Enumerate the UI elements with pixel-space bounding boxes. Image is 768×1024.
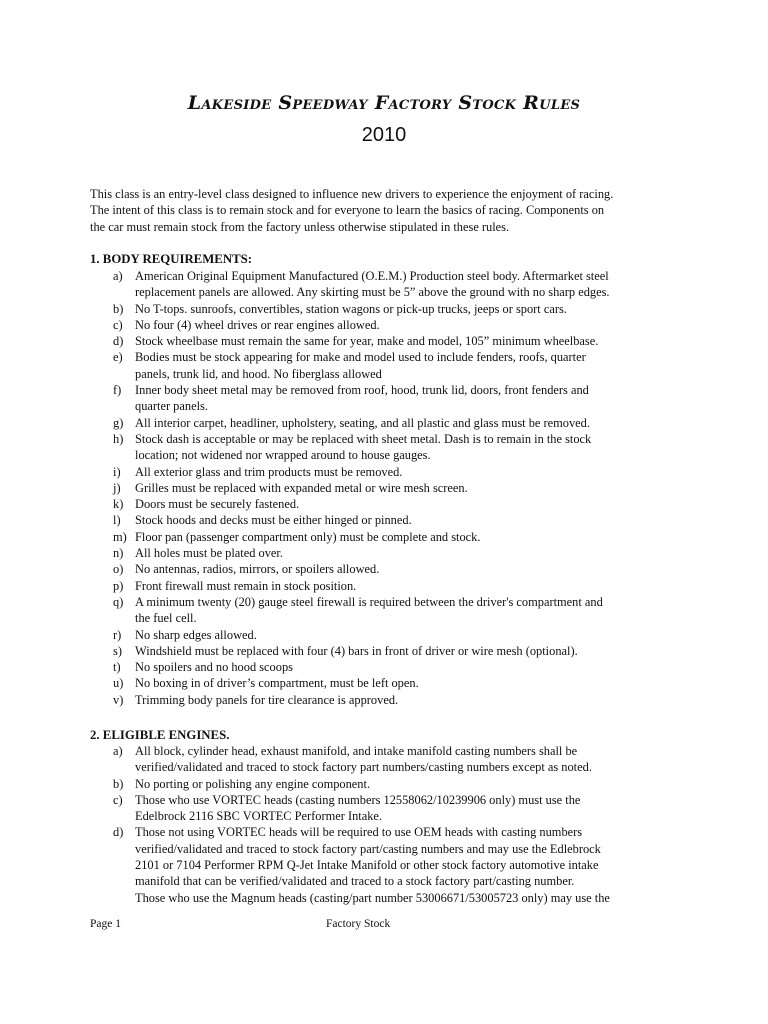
rule-marker: b): [113, 776, 124, 791]
rule-item: [90, 743, 690, 776]
rule-marker: d): [113, 334, 124, 349]
rule-marker: l): [113, 513, 121, 528]
rule-item: [90, 545, 690, 561]
rule-text: Front firewall must remain in stock position.: [135, 578, 357, 593]
rule-item: [90, 333, 690, 349]
rule-item: [90, 301, 690, 317]
rule-marker: g): [113, 415, 124, 430]
rule-marker: e): [113, 350, 123, 365]
rule-item: [90, 512, 690, 528]
rule-marker: c): [113, 317, 123, 332]
rule-text: Doors must be securely fastened.: [135, 497, 300, 512]
rule-item: [90, 529, 690, 545]
rule-item: [90, 415, 690, 431]
rule-item: [90, 431, 690, 464]
rule-text: No T-tops. sunroofs, convertibles, station wagons or pick-up trucks, jeeps or sport cars.: [135, 301, 567, 316]
rule-item: [90, 464, 690, 480]
rule-item: [90, 675, 690, 691]
rule-item: [90, 578, 690, 594]
rule-marker: k): [113, 497, 124, 512]
rule-marker: b): [113, 301, 124, 316]
rule-marker: a): [113, 744, 123, 758]
rule-item: [90, 594, 690, 627]
rule-text: No sharp edges allowed.: [135, 627, 257, 642]
rule-item: [90, 480, 690, 496]
rule-text: A minimum twenty (20) gauge steel firewall is required between the driver's compartment and the fuel cell.: [135, 594, 603, 626]
rule-item: [90, 776, 690, 792]
rule-text: All holes must be plated over.: [135, 546, 283, 561]
rule-item: [90, 382, 690, 415]
rule-marker: c): [113, 792, 123, 807]
document-title: Lakeside Speedway Factory Stock Rules: [187, 92, 581, 114]
rule-text: American Original Equipment Manufactured (O.E.M.) Production steel body. Aftermarket steel replacement panels are allowed. Any skirting must be 5” above the ground with no sharp edges.: [135, 269, 610, 300]
rule-text: Those not using VORTEC heads will be required to use OEM heads with casting numbers verified/validated and traced to stock factory part/casting numbers and may use the Edlebrock 2101 or 7104 Performer RPM Q-Jet Intake Manifold or other stock factory automotive intake manifold that can be verified/validated and traced to a stock factory part/casting number. Those who use the Magnum heads (casting/part number 53006671/53005723 only) may use the: [135, 825, 610, 905]
body-requirements-list: [90, 268, 690, 708]
rule-item: [90, 561, 690, 577]
rule-marker: n): [113, 546, 124, 561]
section-heading-eligible-engines: 2. ELIGIBLE ENGINES.: [90, 728, 230, 742]
rule-marker: j): [113, 480, 121, 495]
rule-item: [90, 643, 690, 659]
rule-text: Floor pan (passenger compartment only) must be complete and stock.: [135, 529, 481, 544]
rule-marker: d): [113, 825, 124, 840]
rule-text: No four (4) wheel drives or rear engines allowed.: [135, 317, 380, 332]
rule-item: [90, 349, 690, 382]
rule-text: Inner body sheet metal may be removed from roof, hood, trunk lid, doors, front fenders and quarter panels.: [135, 383, 589, 414]
rule-text: All block, cylinder head, exhaust manifold, and intake manifold casting numbers shall be verified/validated and traced to stock factory part numbers/casting numbers except as noted.: [135, 744, 592, 775]
rule-text: All exterior glass and trim products must be removed.: [135, 464, 403, 479]
rule-marker: r): [113, 627, 122, 642]
rule-item: [90, 824, 690, 905]
rule-text: Stock wheelbase must remain the same for year, make and model, 105” minimum wheelbase.: [135, 334, 599, 349]
rule-marker: s): [113, 643, 122, 658]
rule-marker: i): [113, 464, 121, 479]
rule-text: Grilles must be replaced with expanded metal or wire mesh screen.: [135, 480, 468, 495]
rule-marker: o): [113, 562, 124, 577]
rule-marker: u): [113, 676, 124, 691]
rule-marker: q): [113, 594, 124, 609]
rule-marker: p): [113, 578, 124, 593]
rule-text: Stock hoods and decks must be either hinged or pinned.: [135, 513, 412, 528]
rule-text: Those who use VORTEC heads (casting numbers 12558062/10239906 only) must use the Edelbrock 2116 SBC VORTEC Performer Intake.: [135, 792, 581, 824]
rule-text: No porting or polishing any engine component.: [135, 776, 371, 791]
rule-text: No spoilers and no hood scoops: [135, 660, 293, 675]
rule-item: [90, 317, 690, 333]
rule-marker: t): [113, 660, 121, 675]
footer-page-number: Page 1: [90, 918, 121, 930]
document-year: 2010: [361, 124, 407, 146]
rule-text: Trimming body panels for tire clearance is approved.: [135, 692, 399, 707]
rule-text: All interior carpet, headliner, upholstery, seating, and all plastic and glass must be removed.: [135, 415, 590, 430]
rule-item: [90, 659, 690, 675]
intro-paragraph: This class is an entry-level class designed to influence new drivers to experience the enjoyment of racing. The intent of this class is to remain stock and for everyone to learn the basics of racing. Components on the car must remain stock from the factory unless otherwise stipulated in these rules.: [90, 187, 614, 234]
rule-text: Bodies must be stock appearing for make and model used to include fenders, roofs, quarter panels, trunk lid, and hood. No fiberglass allowed: [135, 350, 586, 381]
rule-text: No antennas, radios, mirrors, or spoilers allowed.: [135, 562, 380, 577]
rule-text: No boxing in of driver’s compartment, must be left open.: [135, 676, 419, 691]
eligible-engines-list: [90, 743, 690, 906]
rule-item: [90, 496, 690, 512]
rule-item: [90, 792, 690, 825]
footer-title: Factory Stock: [326, 918, 391, 930]
rule-marker: h): [113, 431, 124, 446]
rule-text: Windshield must be replaced with four (4) bars in front of driver or wire mesh (optional).: [135, 643, 578, 658]
rule-marker: v): [113, 692, 124, 707]
rule-item: [90, 627, 690, 643]
rule-item: [90, 268, 690, 301]
section-heading-body-requirements: 1. BODY REQUIREMENTS:: [90, 252, 252, 266]
rule-marker: m): [113, 529, 127, 544]
rule-marker: f): [113, 383, 122, 398]
rule-text: Stock dash is acceptable or may be replaced with sheet metal. Dash is to remain in the stock location; not widened nor wrapped around to house gauges.: [135, 431, 592, 463]
rule-item: [90, 692, 690, 708]
rule-marker: a): [113, 269, 123, 283]
